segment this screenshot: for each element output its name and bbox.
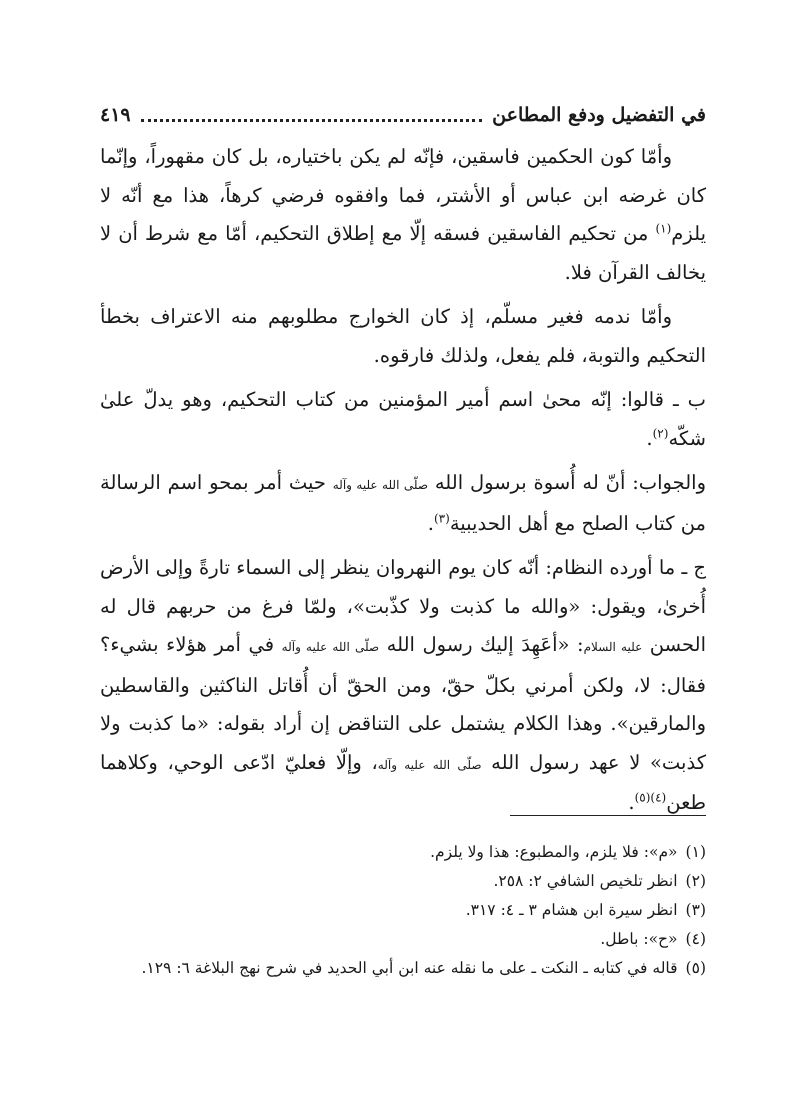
running-header — [100, 100, 706, 130]
paragraph-answer: والجواب: أنّ له أُسوة برسول الله صلّى الله عليه وآله حيث أمر بمحو اسم الرسالة من كتاب الصلح مع أهل الحديبية$^{(٣)}$. — [100, 471, 706, 535]
footnote-separator — [510, 815, 706, 816]
footnote-item: (٥)قاله في كتابه ـ النكت ـ على ما نقله عنه ابن أبي الحديد في شرح نهج البلاغة ٦: ١٢٩. — [141, 959, 706, 977]
paragraph-arbitrators: وأمّا كون الحكمين فاسقين، فإنّه لم يكن باختياره، بل كان مقهوراً، وإنّما كان غرضه ابن عباس أو الأشتر، فما وافقوه فرضي كرهاً، هذا مع أنّه لا يلزم$^{(١)}$ من تحكيم الفاسقين فسقه إلّا مع إطلاق التحكيم، أمّا مع شرط أن لا يخالف القرآن فلا. — [100, 145, 706, 284]
footnotes — [100, 838, 706, 983]
footnote-item: (٢)انظر تلخيص الشافي ٢: ٢٥٨. — [493, 872, 706, 890]
footnote-ref[interactable]: (٢) — [652, 426, 669, 440]
paragraph-objection-c: ج ـ ما أورده النظام: أنّه كان يوم النهروان ينظر إلى السماء تارةً وإلى الأرض أُخرىٰ، ويقول: «والله ما كذبت ولا كذّبت»، ولمّا فرغ من حربهم قال له الحسن عليه السلام: «أعَهِدَ إليك رسول الله صلّى الله عليه وآله في أمر هؤلاء بشيء؟ فقال: لا، ولكن أمرني بكلّ حقّ، ومن الحقّ أن أُقاتل الناكثين والقاسطين والمارقين». وهذا الكلام يشتمل على التناقض إن أراد بقوله: «ما كذبت ولا كذبت» لا عهد رسول الله صلّى الله عليه وآله، وإلّا فعليّ ادّعى الوحي، وكلاهما طعن$^{(٤)(٥)}$. — [100, 556, 706, 814]
main-text — [100, 138, 706, 829]
honorific-glyph: صلّى الله عليه وآله — [377, 757, 482, 772]
footnote-item: (٣)انظر سيرة ابن هشام ٣ ـ ٤: ٣١٧. — [465, 901, 706, 919]
footnote-ref[interactable]: (٤) — [650, 790, 667, 805]
honorific-glyph: عليه السلام — [583, 640, 643, 654]
chapter-title: في التفضيل ودفع المطاعن — [492, 104, 706, 126]
footnote-item: (٤)«ح»: باطل. — [600, 930, 706, 948]
page-number: ٤١٩ — [100, 104, 131, 126]
footnote-ref[interactable]: (٥) — [634, 790, 651, 805]
footnote-item: (١)«م»: فلا يلزم، والمطبوع: هذا ولا يلزم. — [430, 843, 706, 861]
footnote-ref[interactable]: (٣) — [433, 511, 450, 525]
honorific-glyph: صلّى الله عليه وآله — [332, 478, 429, 492]
paragraph-objection-b: ب ـ قالوا: إنّه محىٰ اسم أمير المؤمنين من كتاب التحكيم، وهو يدلّ علىٰ شكّه$^{(٢)}$. — [100, 388, 706, 450]
footnote-ref[interactable]: (١) — [655, 221, 672, 236]
paragraph-regret: وأمّا ندمه فغير مسلّم، إذ كان الخوارج مطلوبهم منه الاعتراف بخطأ التحكيم والتوبة، فلم يفعل، ولذلك فارقوه. — [100, 305, 706, 367]
header-leader-dots — [141, 117, 483, 122]
honorific-glyph: صلّى الله عليه وآله — [281, 640, 380, 654]
